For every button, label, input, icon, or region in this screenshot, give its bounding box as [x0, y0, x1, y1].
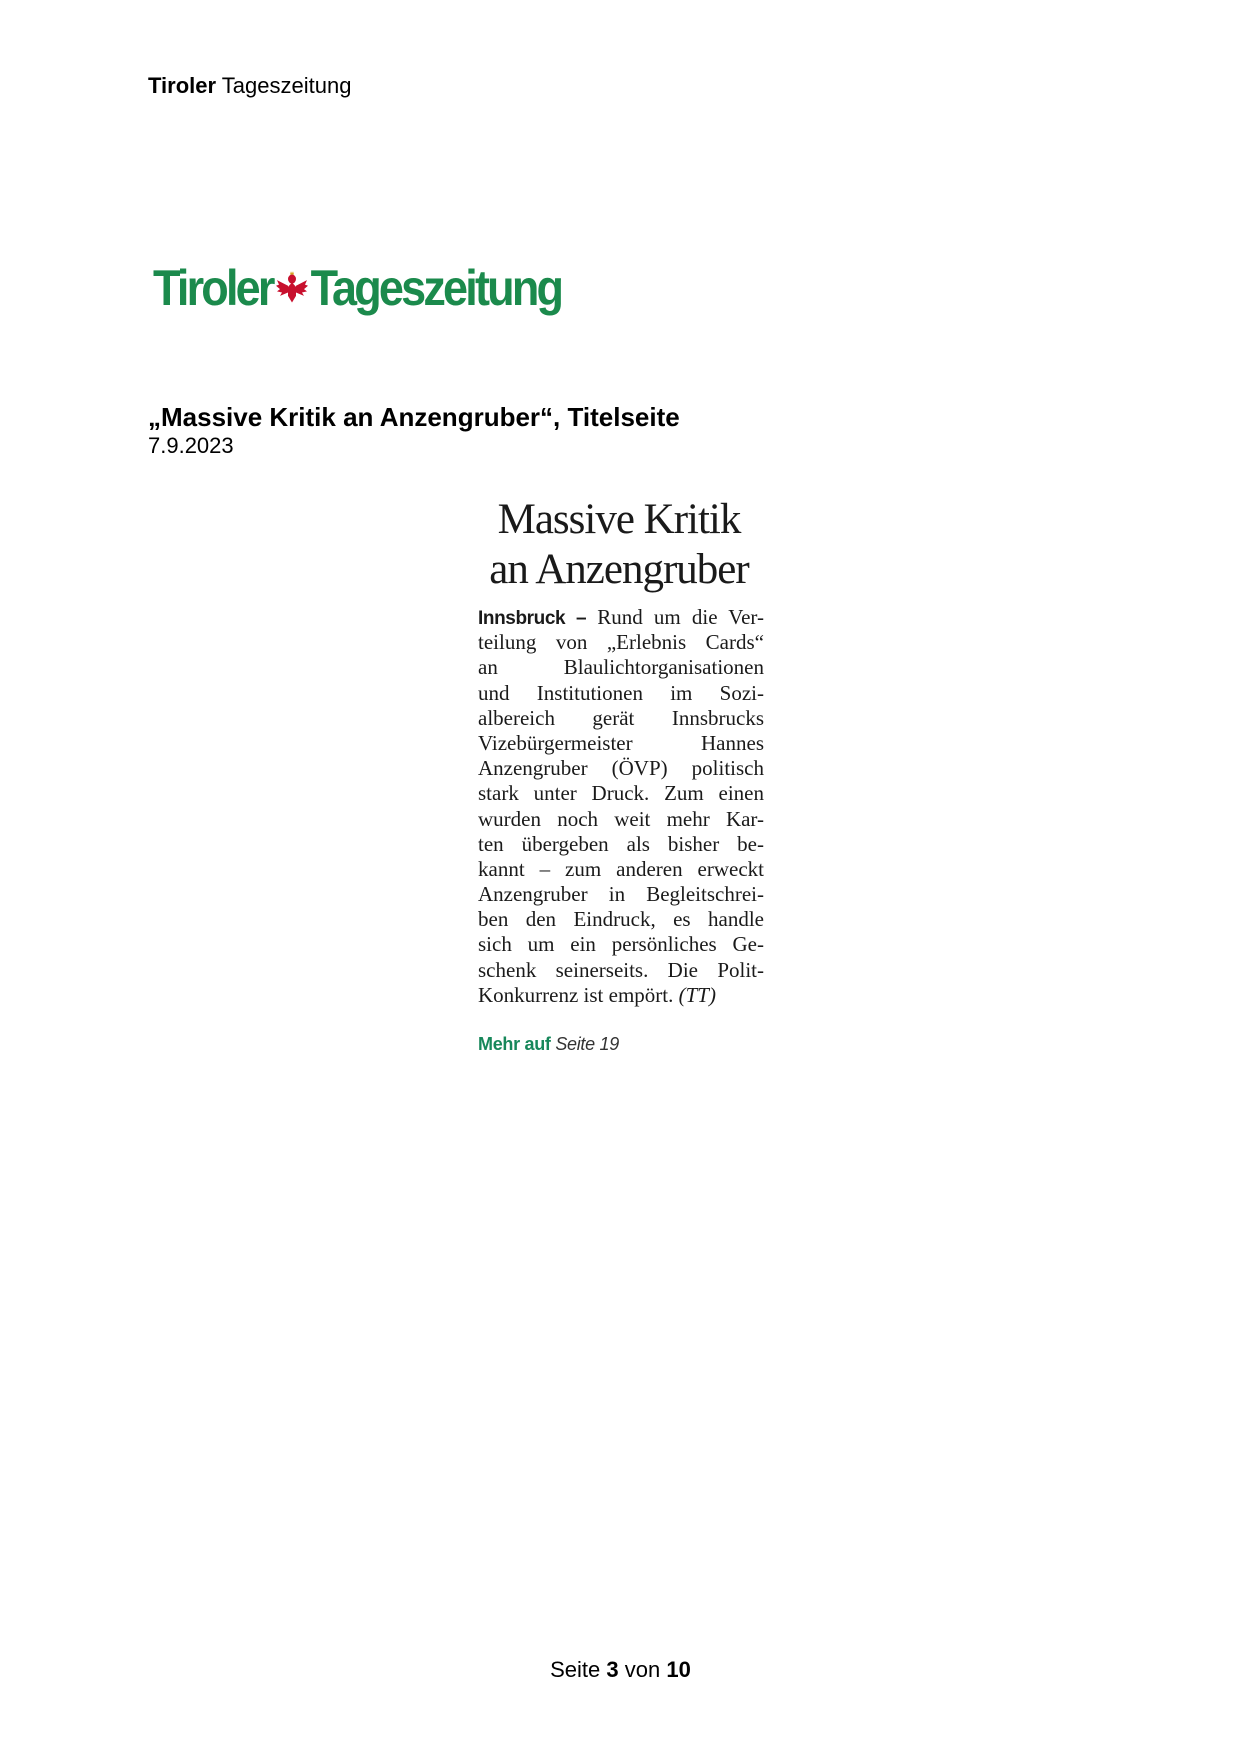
- article-line: wurden noch weit mehr Kar-: [478, 806, 764, 831]
- document-date: 7.9.2023: [148, 433, 234, 458]
- article-line: ten übergeben als bisher be-: [478, 831, 764, 856]
- tyrolean-eagle-icon: [275, 271, 309, 305]
- logo-word-right: Tageszeitung: [310, 258, 562, 316]
- continued-page: Seite 19: [555, 1034, 619, 1054]
- document-title: „Massive Kritik an Anzengruber“, Titelseite: [148, 402, 680, 432]
- article-line: teilung von „Erlebnis Cards“: [478, 630, 764, 655]
- article-line: Anzengruber (ÖVP) politisch: [478, 756, 764, 781]
- article-line: kannt – zum anderen erweckt: [478, 856, 764, 881]
- article-headline: [474, 495, 764, 595]
- footer-page-of: von: [624, 1657, 661, 1682]
- continued-label: Mehr auf: [478, 1034, 551, 1054]
- page-footer: [0, 1656, 1241, 1684]
- article-line: Anzengruber in Begleitschrei-: [478, 882, 764, 907]
- logo-word-left: Tiroler: [153, 258, 273, 316]
- article-line: an Blaulichtorganisationen: [478, 655, 764, 680]
- continued-on-reference: [478, 1034, 764, 1055]
- article-dateline: Innsbruck –: [478, 608, 587, 629]
- footer-page-word: Seite: [550, 1657, 601, 1682]
- footer-page-total: 10: [666, 1657, 691, 1682]
- publication-name-regular: Tageszeitung: [221, 73, 352, 98]
- article-line: Vizebürgermeister Hannes: [478, 730, 764, 755]
- article-line: stark unter Druck. Zum einen: [478, 781, 764, 806]
- article-line: ben den Eindruck, es handle: [478, 907, 764, 932]
- headline-line-1: Massive Kritik: [497, 496, 741, 543]
- article-line: schenk seinerseits. Die Polit-: [478, 957, 764, 982]
- article-line: albereich gerät Innsbrucks: [478, 705, 764, 730]
- publication-header: [148, 72, 351, 100]
- article-line: sich um ein persönliches Ge-: [478, 932, 764, 957]
- article-body: [478, 605, 764, 1008]
- footer-page-current: 3: [606, 1657, 619, 1682]
- newspaper-logo: [153, 259, 561, 317]
- article-line: Innsbruck – Rund um die Ver-: [478, 605, 765, 629]
- article-clipping: [478, 495, 764, 1055]
- headline-line-2: an Anzengruber: [489, 546, 749, 593]
- article-line: und Institutionen im Sozi-: [478, 680, 764, 705]
- article-byline: (TT): [678, 982, 716, 1007]
- article-line: Konkurrenz ist empört. (TT): [478, 982, 716, 1007]
- publication-name-bold: Tiroler: [148, 73, 217, 98]
